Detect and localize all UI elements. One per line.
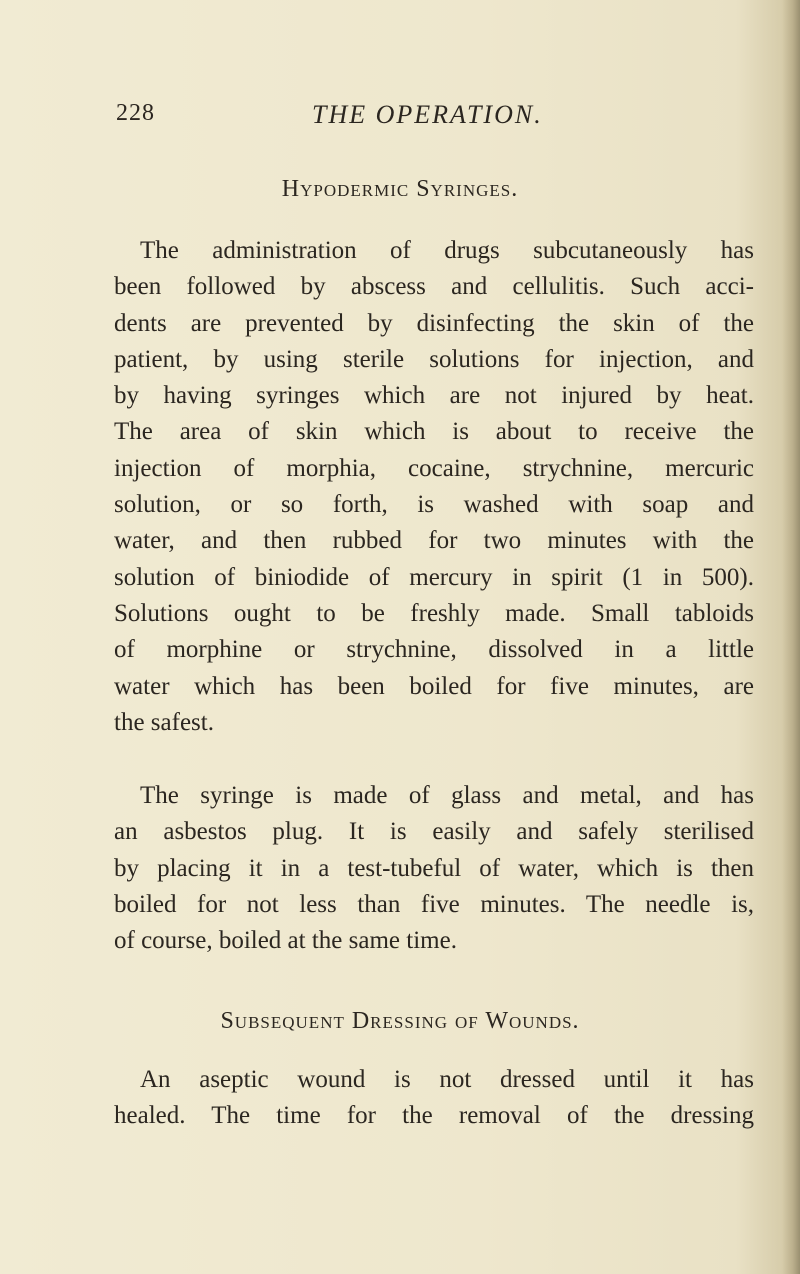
paragraph: [114, 778, 754, 959]
running-title: THE OPERATION.: [312, 100, 543, 129]
paragraph: [114, 233, 754, 741]
text-line: Solutions ought to be freshly made. Small tabloids: [114, 599, 754, 627]
text-line: boiled for not less than five minutes. The needle is,: [114, 890, 754, 918]
text-line: dents are prevented by disinfecting the skin of the: [114, 309, 754, 337]
text-line: been followed by abscess and cellulitis. Such acci-: [114, 273, 754, 301]
section-heading-hypodermic-syringes: Hypodermic Syringes.: [281, 176, 519, 202]
text-line: water which has been boiled for five minutes, are: [114, 672, 754, 700]
text-line: by placing it in a test-tubeful of water, which is then: [114, 854, 754, 882]
text-line: the safest.: [114, 708, 214, 736]
section-heading-subsequent-dressing: Subsequent Dressing of Wounds.: [220, 1008, 580, 1034]
text-line: The area of skin which is about to receive the: [114, 418, 754, 446]
page-number: 228: [116, 100, 155, 126]
text-line: an asbestos plug. It is easily and safely sterilised: [114, 818, 754, 846]
text-line: The administration of drugs subcutaneously has: [140, 237, 754, 264]
text-line: An aseptic wound is not dressed until it has: [140, 1066, 754, 1093]
text-line: injection of morphia, cocaine, strychnine, mercuric: [114, 454, 754, 482]
text-line: healed. The time for the removal of the dressing: [114, 1102, 754, 1130]
text-line: of course, boiled at the same time.: [114, 927, 457, 955]
text-line: of morphine or strychnine, dissolved in a little: [114, 636, 754, 664]
text-line: patient, by using sterile solutions for injection, and: [114, 345, 754, 373]
text-line: solution, or so forth, is washed with soap and: [114, 491, 754, 519]
text-line: solution of biniodide of mercury in spirit (1 in 500).: [114, 563, 754, 591]
paragraph: [114, 1062, 754, 1135]
text-line: The syringe is made of glass and metal, and has: [140, 782, 754, 809]
text-line: water, and then rubbed for two minutes with the: [114, 527, 754, 555]
text-line: by having syringes which are not injured by heat.: [114, 382, 754, 410]
running-head: [116, 100, 756, 130]
